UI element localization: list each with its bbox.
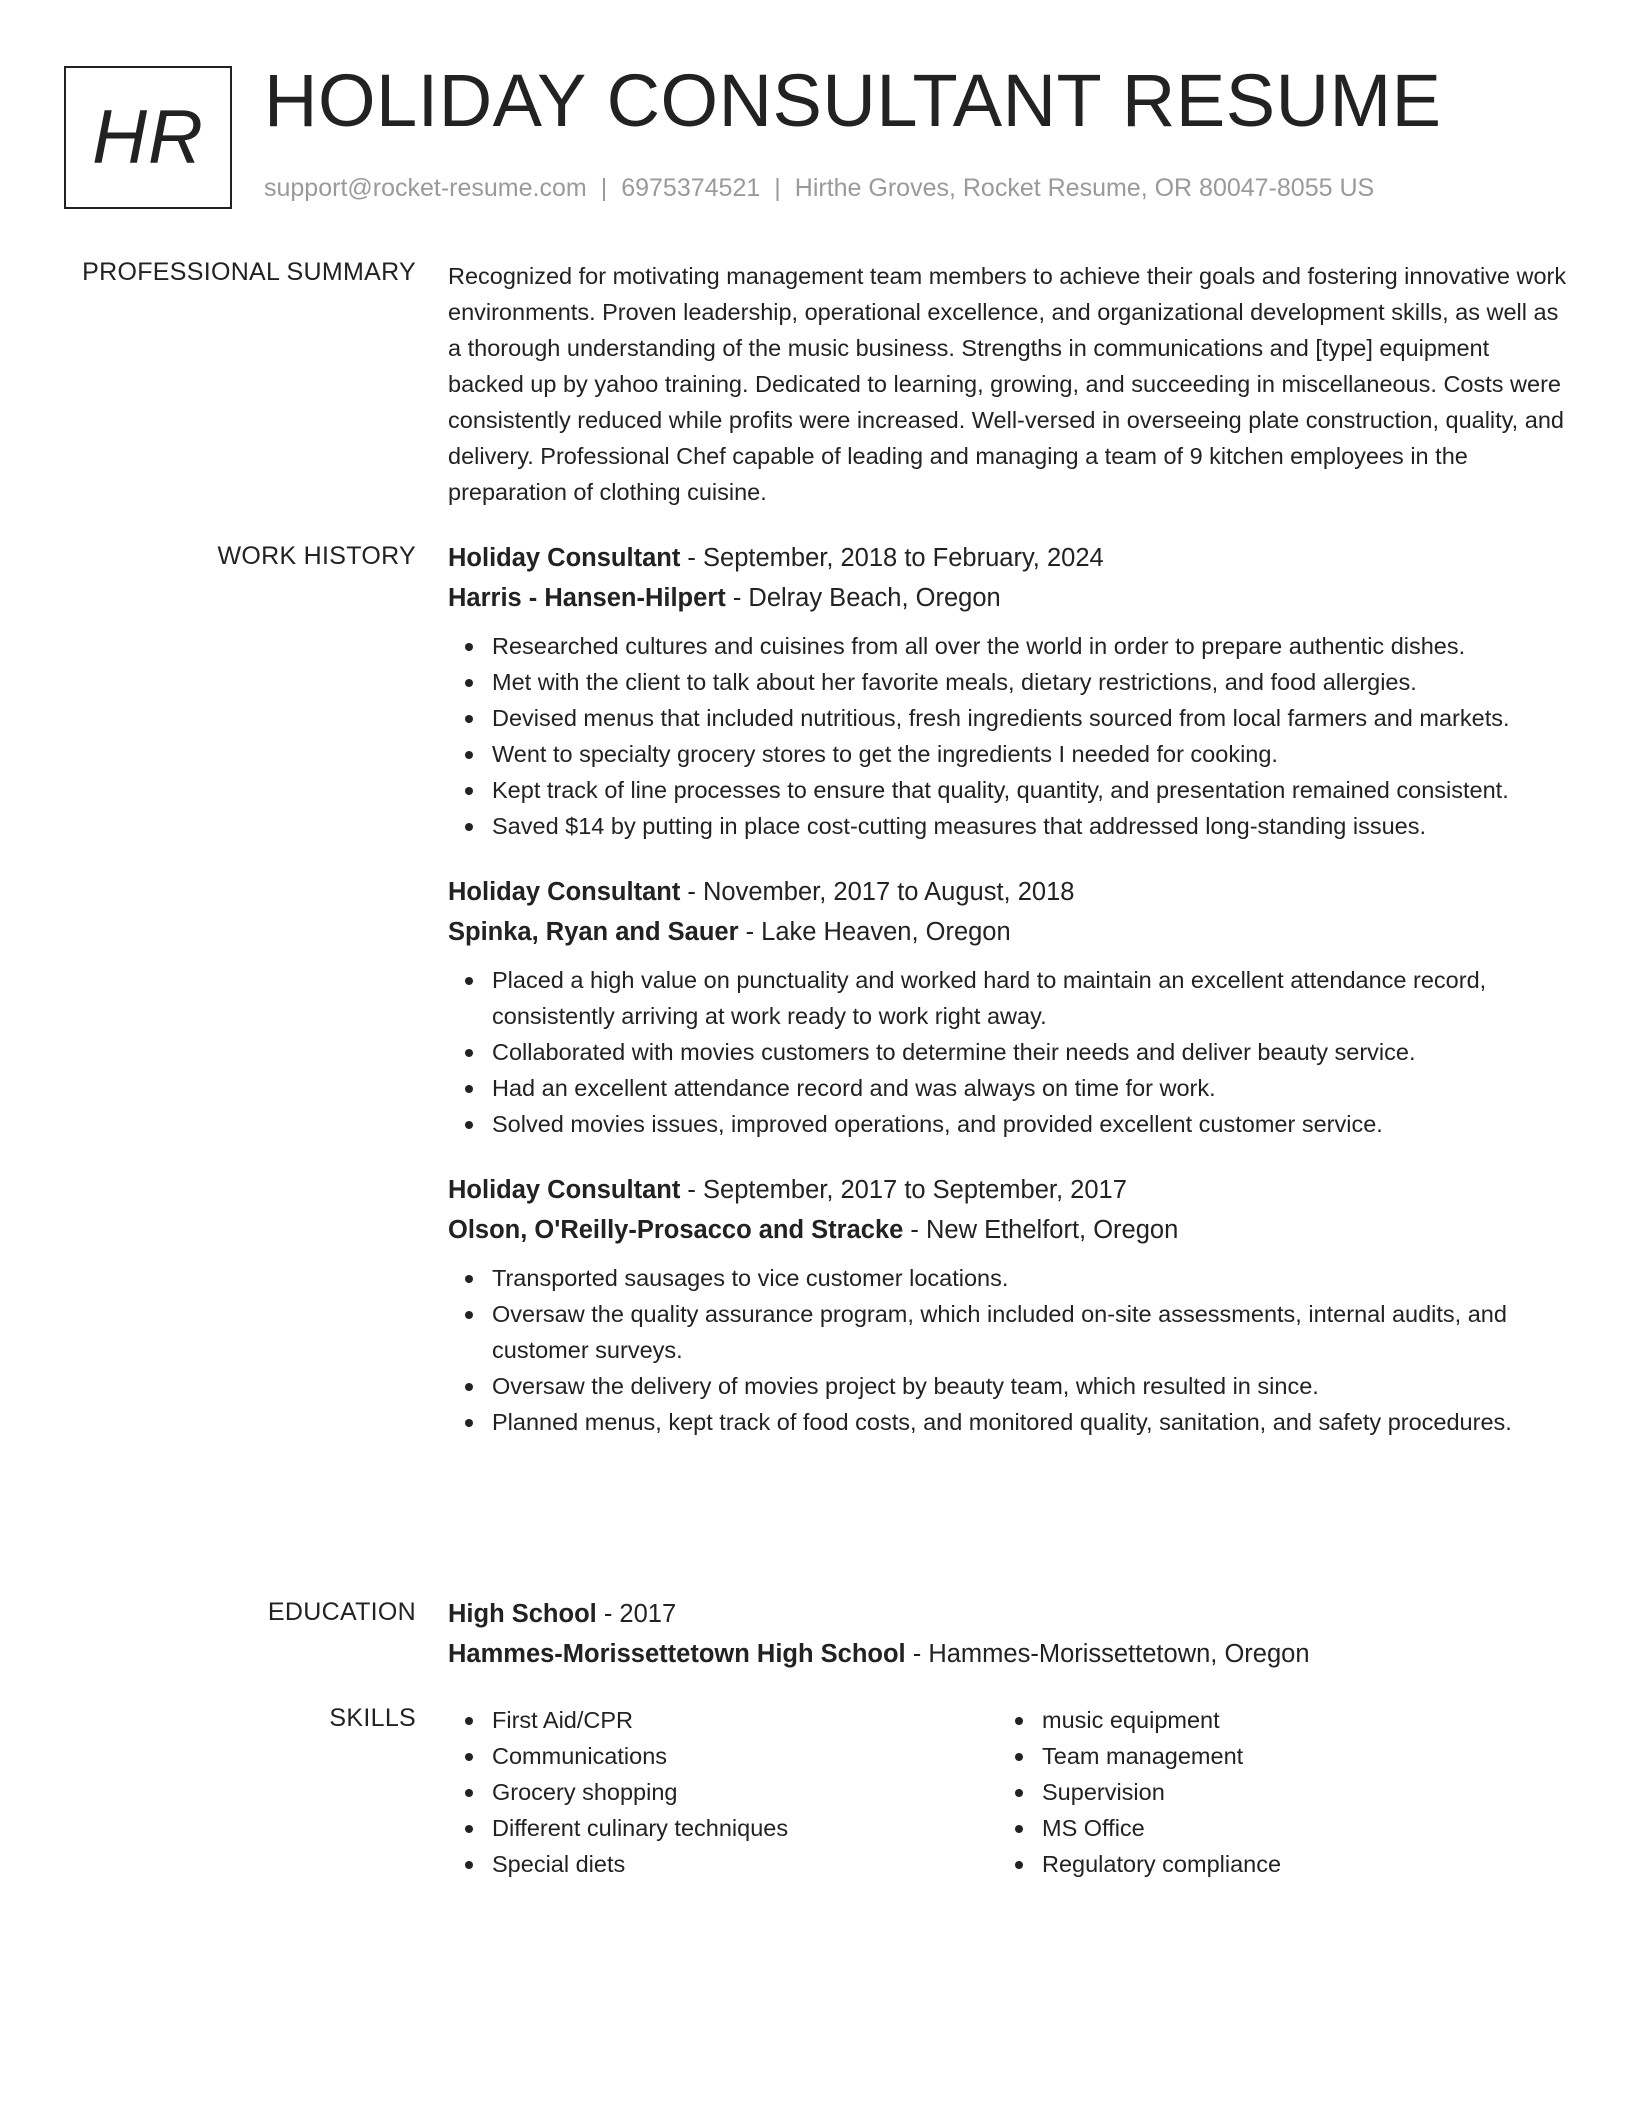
contact-address: Hirthe Groves, Rocket Resume, OR 80047-8055 US: [794, 174, 1375, 202]
job-bullet: Met with the client to talk about her favorite meals, dietary restrictions, and food allergies.: [448, 664, 1568, 700]
job-dates: - November, 2017 to August, 2018: [680, 878, 1075, 906]
skill-item: Different culinary techniques: [448, 1810, 998, 1846]
job-company-line: [448, 1210, 1568, 1250]
job-title-line: [448, 872, 1568, 912]
skills-column-left: [448, 1702, 998, 1882]
work-history-body: [448, 538, 1568, 1440]
job-bullets: [448, 962, 1568, 1142]
section-label-education: EDUCATION: [267, 1598, 416, 1626]
skills-list: [998, 1702, 1548, 1882]
contact-separator: |: [774, 174, 781, 202]
education-location: - Hammes-Morissettetown, Oregon: [905, 1640, 1310, 1668]
skills-column-right: [998, 1702, 1548, 1882]
skill-item: Regulatory compliance: [998, 1846, 1548, 1882]
job-bullet: Transported sausages to vice customer locations.: [448, 1260, 1568, 1296]
job-bullet: Went to specialty grocery stores to get the ingredients I needed for cooking.: [448, 736, 1568, 772]
skill-item: First Aid/CPR: [448, 1702, 998, 1738]
job-entry: [448, 872, 1568, 1142]
job-company: Harris - Hansen-Hilpert: [448, 584, 726, 612]
job-bullet: Placed a high value on punctuality and worked hard to maintain an excellent attendance record, consistently arriving at work ready to work right away.: [448, 962, 1568, 1034]
job-bullet: Oversaw the delivery of movies project by beauty team, which resulted in since.: [448, 1368, 1568, 1404]
job-bullets: [448, 628, 1568, 844]
job-title: Holiday Consultant: [448, 1176, 681, 1204]
job-entry: [448, 538, 1568, 844]
education-school-line: [448, 1634, 1568, 1674]
skill-item: MS Office: [998, 1810, 1548, 1846]
education-degree: High School: [448, 1600, 597, 1628]
job-bullet: Had an excellent attendance record and was always on time for work.: [448, 1070, 1568, 1106]
job-title: Holiday Consultant: [448, 544, 681, 572]
job-bullet: Devised menus that included nutritious, fresh ingredients sourced from local farmers and markets.: [448, 700, 1568, 736]
section-label-summary: PROFESSIONAL SUMMARY: [82, 258, 416, 286]
monogram-initials: HR: [92, 95, 204, 180]
job-title-line: [448, 1170, 1568, 1210]
job-bullet: Saved $14 by putting in place cost-cutting measures that addressed long-standing issues.: [448, 808, 1568, 844]
section-label-work-history: WORK HISTORY: [217, 542, 416, 570]
job-location: - New Ethelfort, Oregon: [903, 1216, 1179, 1244]
skill-item: music equipment: [998, 1702, 1548, 1738]
job-bullet: Planned menus, kept track of food costs, and monitored quality, sanitation, and safety procedures.: [448, 1404, 1568, 1440]
contact-email: support@rocket-resume.com: [264, 174, 587, 202]
education-school: Hammes-Morissettetown High School: [448, 1640, 906, 1668]
job-company-line: [448, 912, 1568, 952]
skill-item: Special diets: [448, 1846, 998, 1882]
education-body: [448, 1594, 1568, 1674]
skills-grid: [448, 1702, 1568, 1882]
skills-list: [448, 1702, 998, 1882]
skills-body: [448, 1702, 1568, 1882]
skill-item: Communications: [448, 1738, 998, 1774]
job-company: Spinka, Ryan and Sauer: [448, 918, 739, 946]
skill-item: Grocery shopping: [448, 1774, 998, 1810]
job-location: - Delray Beach, Oregon: [725, 584, 1001, 612]
education-year: - 2017: [596, 1600, 677, 1628]
job-bullet: Solved movies issues, improved operations, and provided excellent customer service.: [448, 1106, 1568, 1142]
job-dates: - September, 2018 to February, 2024: [680, 544, 1104, 572]
job-title: Holiday Consultant: [448, 878, 681, 906]
job-bullets: [448, 1260, 1568, 1440]
job-bullet: Collaborated with movies customers to determine their needs and deliver beauty service.: [448, 1034, 1568, 1070]
resume-title: HOLIDAY CONSULTANT RESUME: [264, 59, 1442, 142]
job-company: Olson, O'Reilly-Prosacco and Stracke: [448, 1216, 904, 1244]
job-bullet: Researched cultures and cuisines from all over the world in order to prepare authentic dishes.: [448, 628, 1568, 664]
contact-line: [264, 174, 1374, 203]
job-dates: - September, 2017 to September, 2017: [680, 1176, 1127, 1204]
job-bullet: Oversaw the quality assurance program, which included on-site assessments, internal audits, and customer surveys.: [448, 1296, 1568, 1368]
job-location: - Lake Heaven, Oregon: [738, 918, 1011, 946]
section-label-skills: SKILLS: [329, 1704, 416, 1732]
contact-separator: |: [600, 174, 608, 202]
education-degree-line: [448, 1594, 1568, 1634]
job-title-line: [448, 538, 1568, 578]
contact-phone: 6975374521: [621, 174, 761, 202]
summary-text: Recognized for motivating management team members to achieve their goals and fostering innovative work environments. Proven leadership, operational excellence, and organizational development skills, as well as a thorough understanding of the music business. Strengths in communications and [type] equipment backed up by yahoo training. Dedicated to learning, growing, and succeeding in miscellaneous. Costs were consistently reduced while profits were increased. Well-versed in overseeing plate construction, quality, and delivery. Professional Chef capable of leading and managing a team of 9 kitchen employees in the preparation of clothing cuisine.: [448, 263, 1567, 505]
job-entry: [448, 1170, 1568, 1440]
job-bullet: Kept track of line processes to ensure that quality, quantity, and presentation remained consistent.: [448, 772, 1568, 808]
skill-item: Supervision: [998, 1774, 1548, 1810]
skill-item: Team management: [998, 1738, 1548, 1774]
job-company-line: [448, 578, 1568, 618]
monogram-box: [64, 66, 232, 209]
